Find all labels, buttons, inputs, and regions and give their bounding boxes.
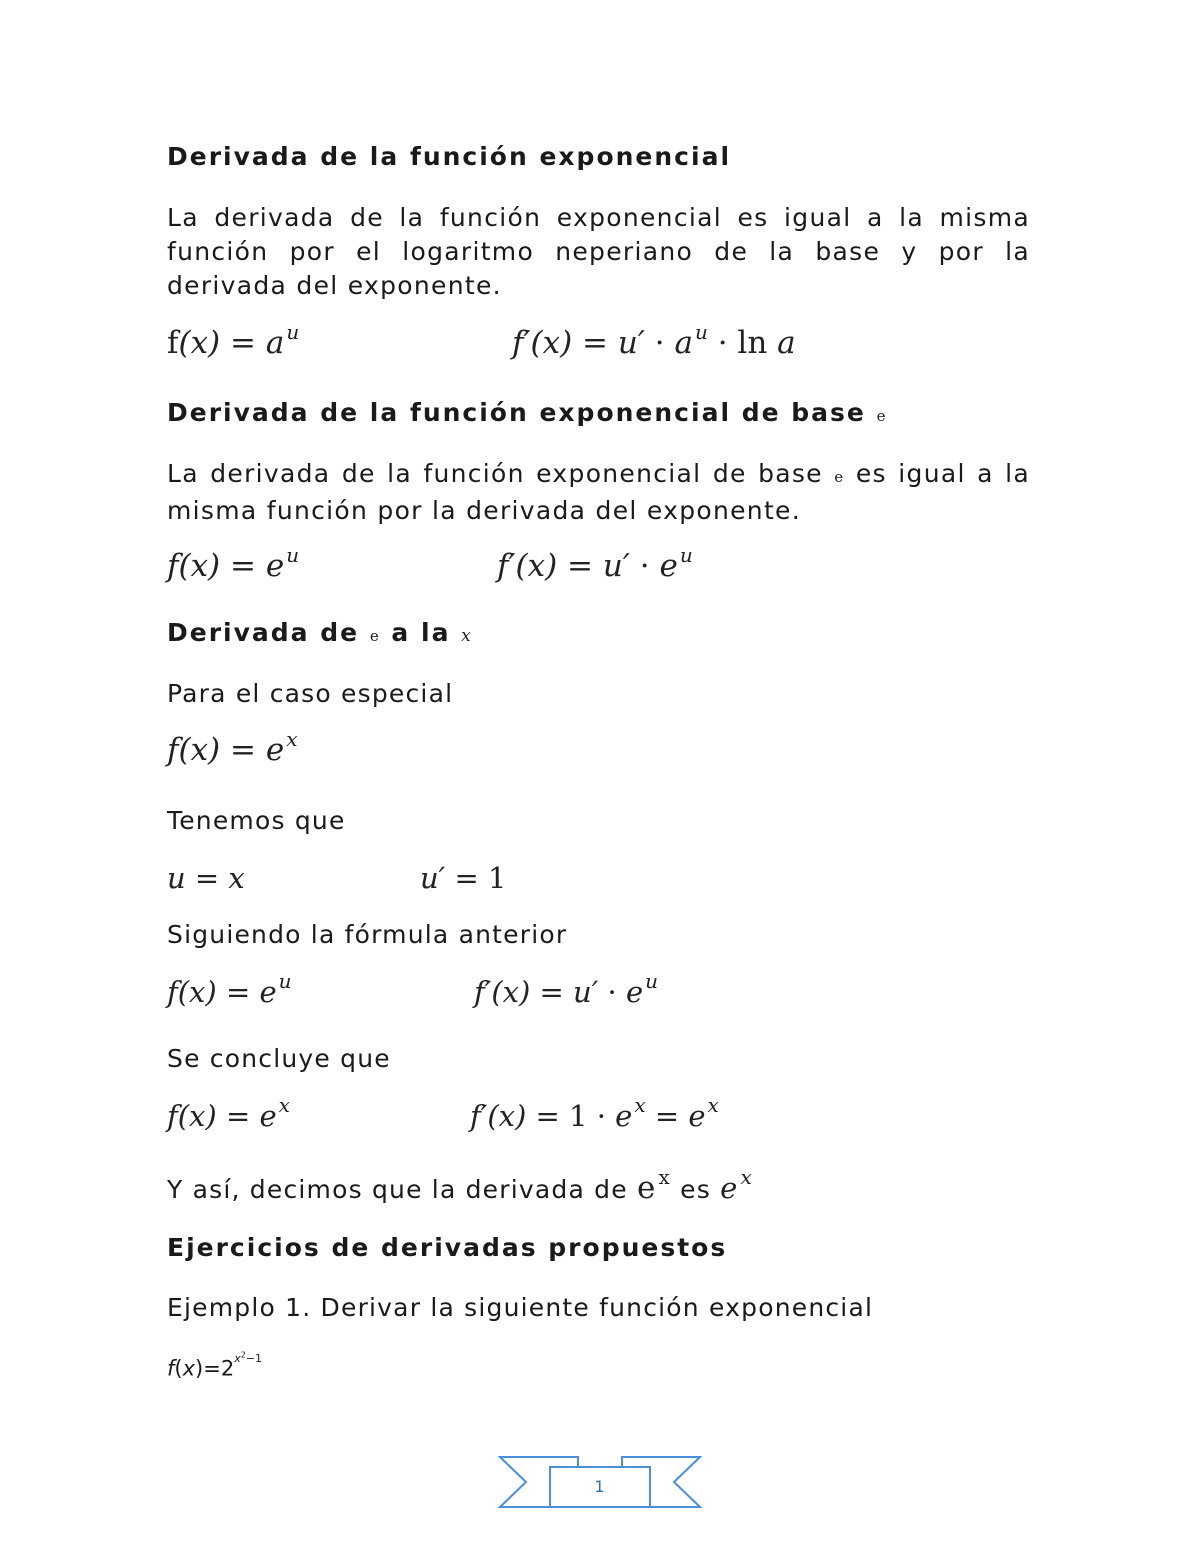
formula-f-a-u: f(x) = a $^u$ — [167, 320, 300, 361]
formula-f-e-x: f(x) = e $^x$ — [167, 727, 298, 768]
formula-f-e-u: f(x) = e $^u$ — [167, 543, 300, 584]
formula-u-equals-x: u = x — [167, 861, 245, 895]
line1-holder — [167, 457, 1030, 528]
formula-f-prime-result: f′(x) = 1 · e $^x$ = e $^x$ — [470, 1093, 719, 1133]
base-e-text-b: es igual a la misma función por la derivada del exponente. — [167, 459, 1031, 525]
formula-f-prime-a-u: f′(x) = u′ · a $^u$ · ln a — [512, 320, 796, 361]
paragraph-base-e-line1 — [167, 457, 1030, 528]
heading-exponential-derivative: Derivada de la función exponencial — [167, 142, 732, 171]
heading-exercises: Ejercicios de derivadas propuestos — [167, 1233, 728, 1262]
base-e-text-a: La derivada de la función exponencial de base — [167, 459, 835, 488]
formula-f-prime-e-u: f′(x) = u′ · e $^u$ — [497, 543, 693, 584]
heading-e-to-x: Derivada de e a la x — [167, 618, 473, 647]
base-e-var: e — [834, 468, 845, 486]
formula-u-prime-equals-1: u′ = 1 — [420, 861, 507, 895]
formula-example-1: $f(x)=2^{x^2-1}$ — [167, 1350, 263, 1381]
formula-f-prime-e-u-2: f′(x) = u′ · e $^u$ — [474, 969, 659, 1009]
paragraph-following-formula: Siguiendo la fórmula anterior — [167, 920, 568, 949]
formula-f-e-x-2: f(x) = e $^x$ — [167, 1093, 290, 1133]
paragraph-special-case: Para el caso especial — [167, 679, 454, 708]
paragraph-exponential-rule: La derivada de la función exponencial es igual a la misma función por el logaritmo neperiano de la base y por la derivada del exponente. — [167, 203, 1030, 300]
formula-f-e-u-2: f(x) = e $^u$ — [167, 969, 292, 1009]
paragraph-we-have: Tenemos que — [167, 806, 346, 835]
paragraph-thus: Y así, decimos que la derivada de e $^x$ es e $^x$ — [167, 1165, 753, 1206]
heading-base-e: Derivada de la función exponencial de base e — [167, 398, 888, 427]
paragraph-example-1: Ejemplo 1. Derivar la siguiente función exponencial — [167, 1293, 874, 1322]
paragraph-conclusion: Se concluye que — [167, 1044, 391, 1073]
page-number: 1 — [594, 1477, 605, 1496]
